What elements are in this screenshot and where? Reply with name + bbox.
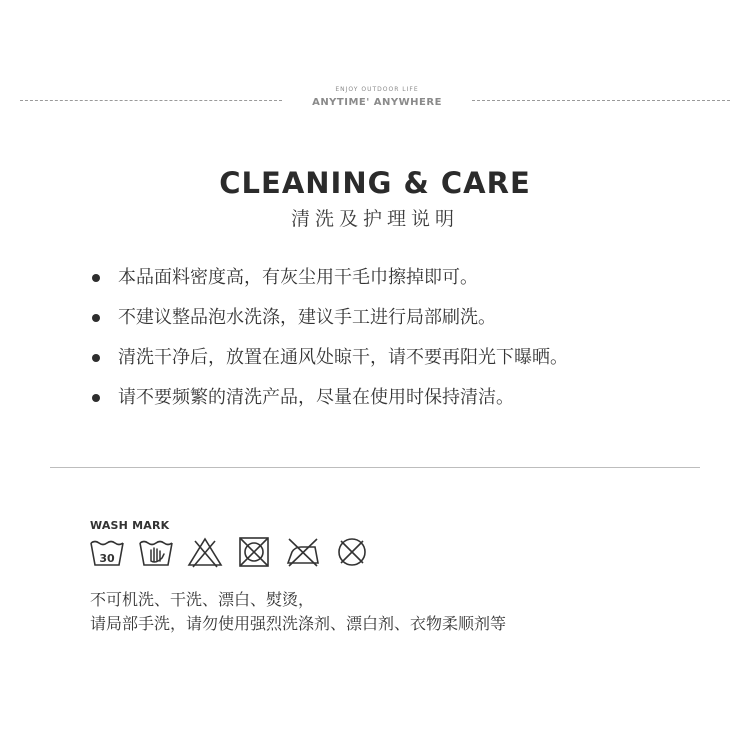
care-item bbox=[90, 384, 710, 424]
care-notes bbox=[90, 588, 506, 636]
note-line: 请局部手洗，请勿使用强烈洗涤剂、漂白剂、衣物柔顺剂等 bbox=[90, 614, 507, 633]
care-item-text: 本品面料密度高，有灰尘用干毛巾擦掉即可。 bbox=[118, 267, 478, 288]
wash-30-icon bbox=[89, 535, 125, 569]
page-subtitle: 清洗及护理说明 bbox=[290, 208, 459, 230]
no-dry-clean-icon bbox=[334, 535, 370, 569]
hand-wash-icon bbox=[138, 535, 174, 569]
no-iron-icon bbox=[285, 535, 321, 569]
page-title: CLEANING & CARE bbox=[219, 166, 531, 200]
tagline-row bbox=[20, 86, 730, 114]
wash-icons bbox=[89, 535, 379, 569]
tagline-big: ANYTIME' ANYWHERE bbox=[312, 97, 442, 108]
care-item-text: 请不要频繁的清洗产品，尽量在使用时保持清洁。 bbox=[118, 387, 514, 408]
bullet-dot-icon bbox=[92, 314, 100, 322]
wash-temp-label: 30 bbox=[99, 552, 115, 565]
no-bleach-icon bbox=[187, 535, 223, 569]
wash-mark-title: WASH MARK bbox=[90, 519, 170, 532]
dashed-line-left bbox=[20, 100, 282, 101]
dashed-line-right bbox=[472, 100, 730, 101]
care-item-text: 清洗干净后，放置在通风处晾干，请不要再阳光下曝晒。 bbox=[118, 347, 568, 368]
care-list bbox=[90, 264, 710, 424]
tagline-small: ENJOY OUTDOOR LIFE bbox=[335, 86, 419, 93]
tagline bbox=[282, 86, 472, 110]
note-line: 不可机洗、干洗、漂白、熨烫， bbox=[90, 590, 315, 609]
bullet-dot-icon bbox=[92, 274, 100, 282]
care-item bbox=[90, 344, 710, 384]
care-item bbox=[90, 304, 710, 344]
section-divider bbox=[50, 467, 700, 468]
care-item-text: 不建议整品泡水洗涤，建议手工进行局部刷洗。 bbox=[118, 307, 496, 328]
bullet-dot-icon bbox=[92, 394, 100, 402]
care-item bbox=[90, 264, 710, 304]
bullet-dot-icon bbox=[92, 354, 100, 362]
no-tumble-dry-icon bbox=[236, 535, 272, 569]
